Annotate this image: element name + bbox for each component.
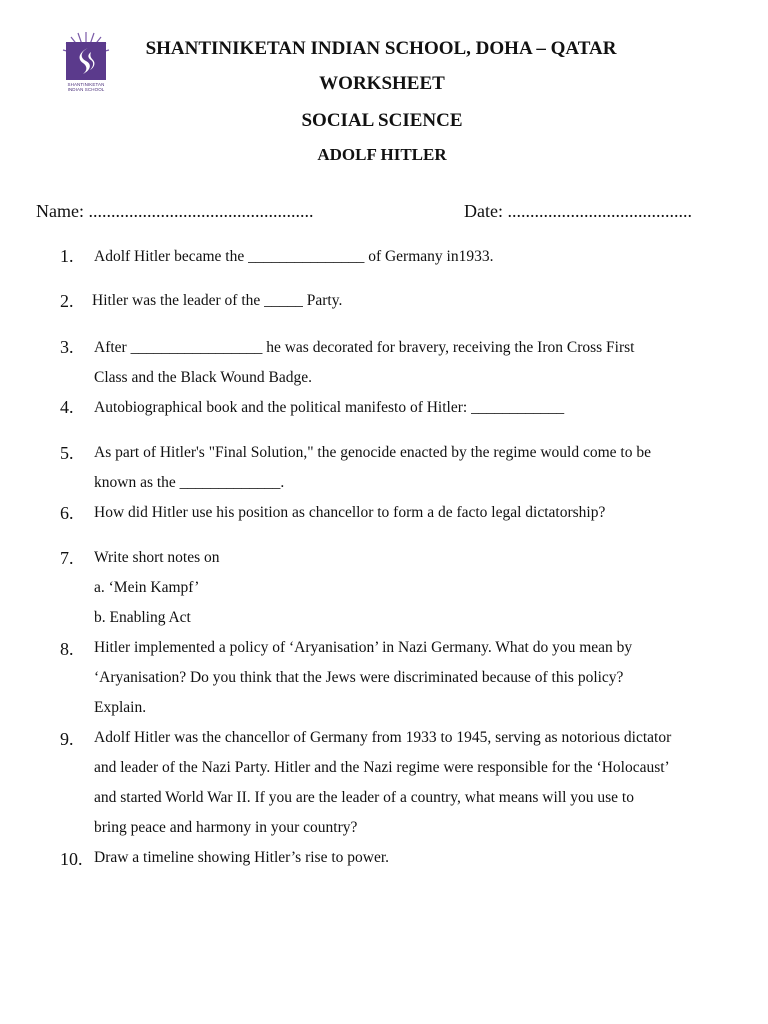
question-text: Write short notes on	[94, 549, 220, 566]
question-text: known as the _____________.	[94, 474, 285, 491]
question-number: 4.	[60, 397, 74, 417]
question-number: 9.	[60, 729, 74, 749]
date-field: Date: .........................................	[464, 201, 692, 221]
question-text: Explain.	[94, 699, 147, 716]
logo-caption-line: SHANTINIKETAN	[67, 82, 105, 87]
question-text: Hitler implemented a policy of ‘Aryanisation’ in Nazi Germany. What do you mean by	[94, 639, 633, 656]
question-text: a. ‘Mein Kampf’	[94, 579, 200, 596]
question-number: 10.	[60, 849, 83, 869]
school-name-heading: SHANTINIKETAN INDIAN SCHOOL, DOHA – QATAR	[145, 38, 617, 59]
question-text: Draw a timeline showing Hitler’s rise to power.	[94, 849, 390, 866]
question-number: 8.	[60, 639, 74, 659]
question-text: Hitler was the leader of the _____ Party.	[92, 292, 343, 309]
question-number: 3.	[60, 337, 74, 357]
question-number: 2.	[60, 291, 74, 311]
question-number: 1.	[60, 246, 74, 266]
question-number: 6.	[60, 503, 74, 523]
question-text: b. Enabling Act	[94, 609, 191, 626]
topic-heading: ADOLF HITLER	[317, 145, 447, 164]
question-text: Autobiographical book and the political manifesto of Hitler: ____________	[94, 399, 565, 416]
question-number: 7.	[60, 548, 74, 568]
question-text: Class and the Black Wound Badge.	[94, 369, 313, 386]
question-text: After _________________ he was decorated for bravery, receiving the Iron Cross First	[94, 339, 635, 356]
subject-heading: SOCIAL SCIENCE	[301, 110, 463, 131]
question-text: and started World War II. If you are the leader of a country, what means will you use to	[94, 789, 634, 806]
question-text: How did Hitler use his position as chancellor to form a de facto legal dictatorship?	[94, 504, 606, 521]
worksheet-heading: WORKSHEET	[319, 73, 445, 94]
question-text: bring peace and harmony in your country?	[94, 819, 358, 836]
question-text: and leader of the Nazi Party. Hitler and the Nazi regime were responsible for the ‘Holocaust’	[94, 759, 670, 776]
question-number: 5.	[60, 443, 74, 463]
logo-caption-line: INDIAN SCHOOL	[67, 87, 105, 92]
question-text: Adolf Hitler was the chancellor of Germany from 1933 to 1945, serving as notorious dictator	[94, 729, 672, 746]
question-text: Adolf Hitler became the _______________ of Germany in1933.	[94, 248, 494, 265]
name-field: Name: ..................................................	[36, 201, 314, 221]
question-text: ‘Aryanisation? Do you think that the Jews were discriminated because of this policy?	[94, 669, 624, 686]
question-text: As part of Hitler's "Final Solution," the genocide enacted by the regime would come to be	[94, 444, 651, 461]
